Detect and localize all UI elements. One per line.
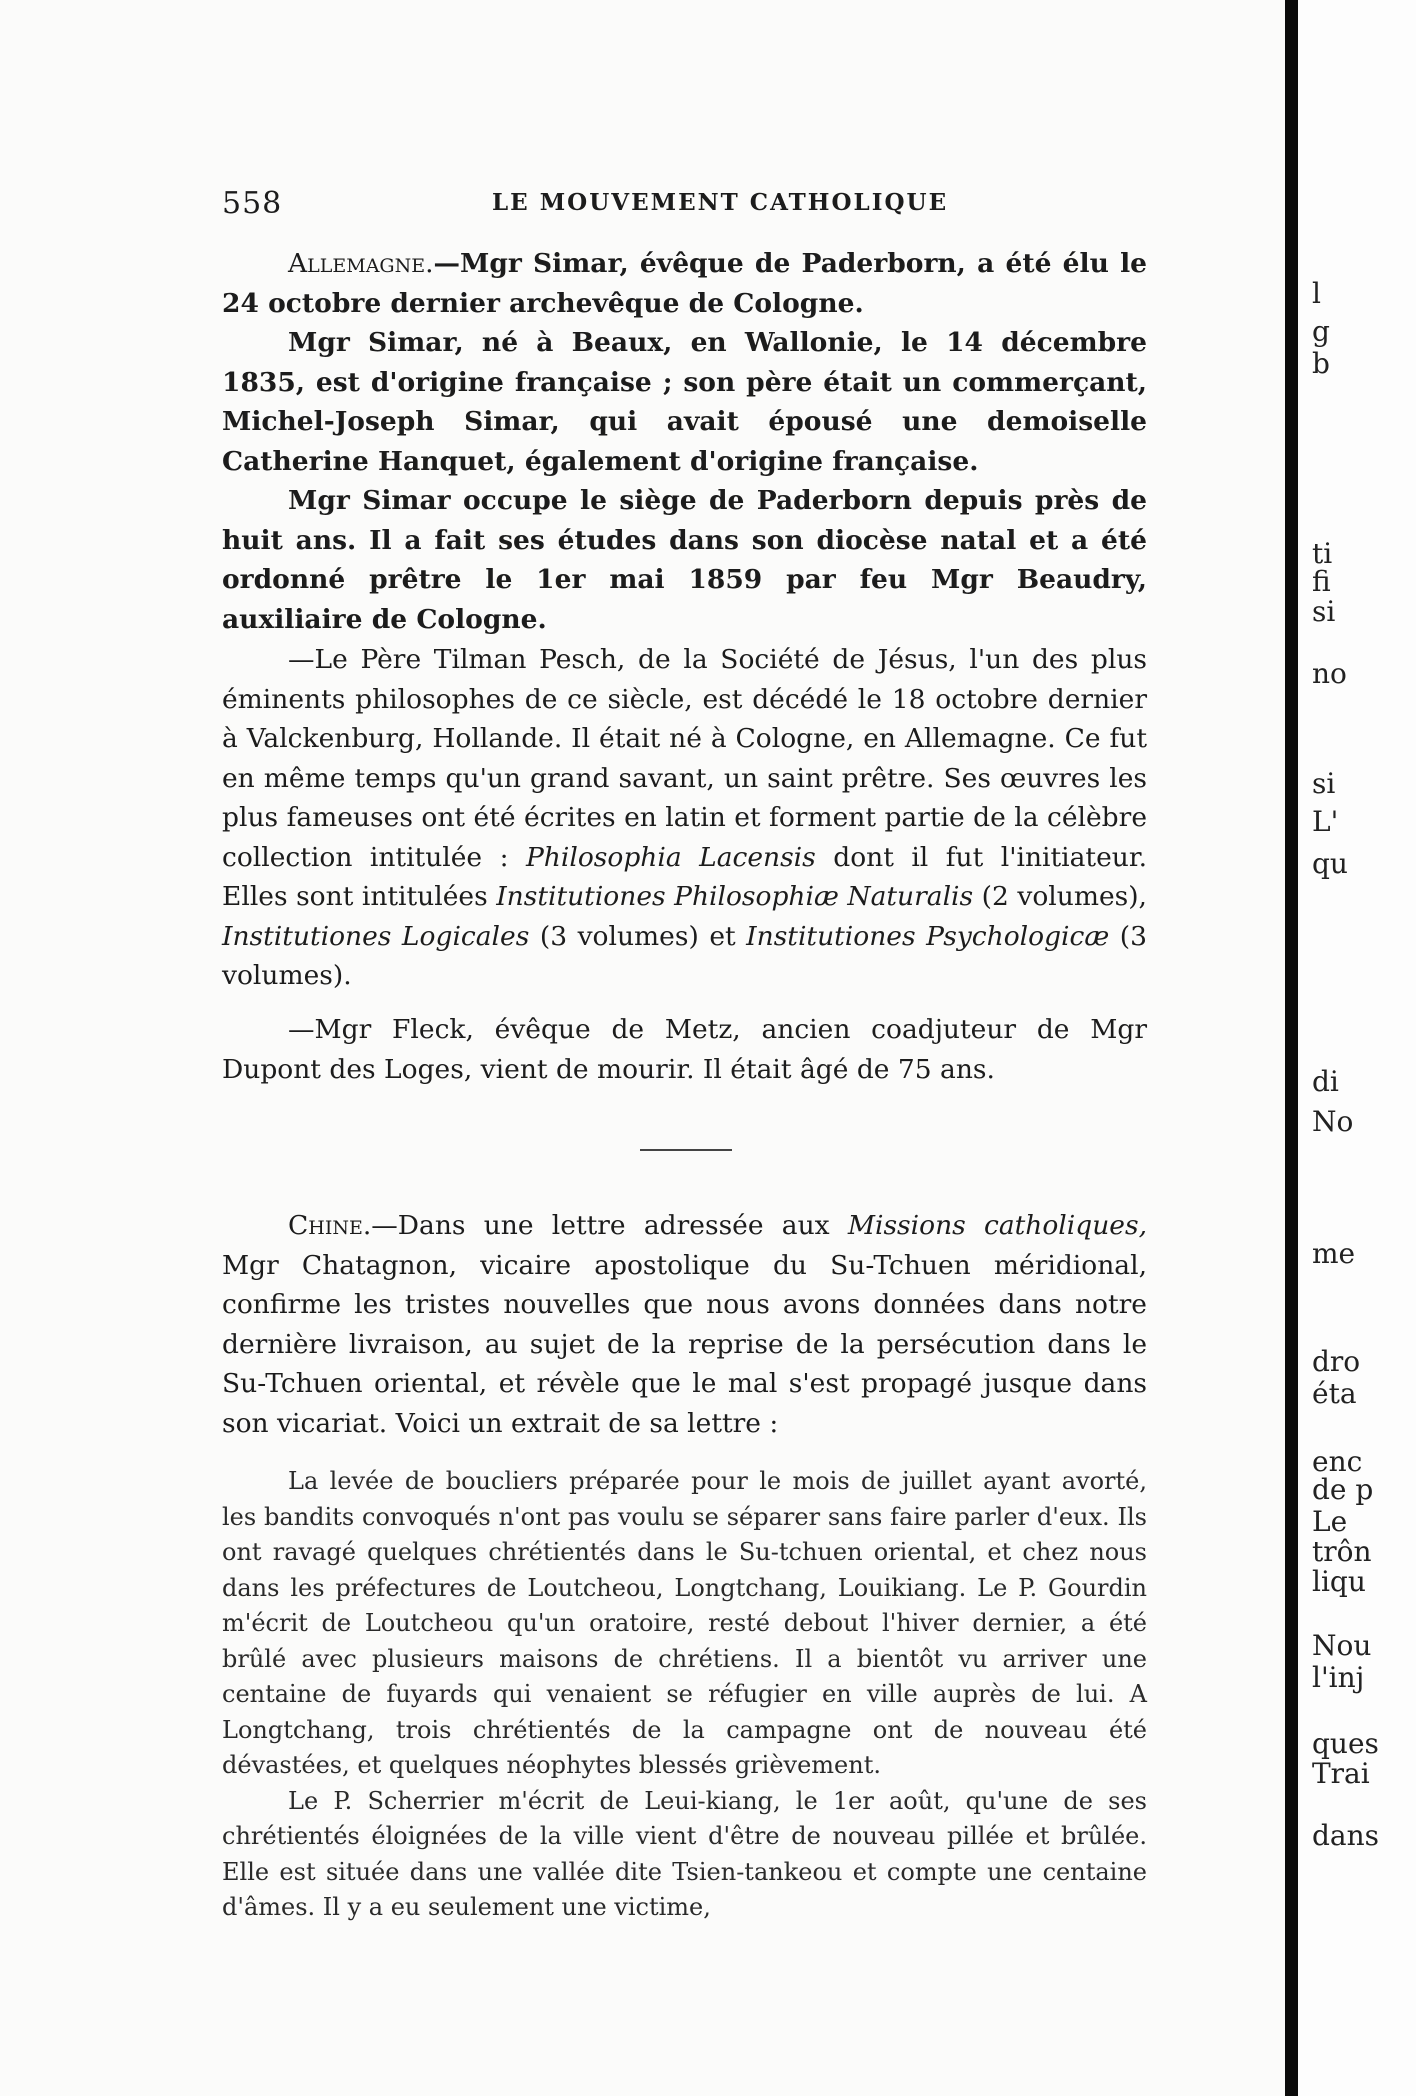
facing-fragment: Trai <box>1312 1757 1370 1790</box>
facing-fragment: g <box>1312 315 1330 348</box>
publication-title: Missions catholiques, <box>847 1210 1147 1241</box>
paragraph-text: —Le Père Tilman Pesch, de la Société de Jésus, l'un des plus éminents philosophes de ce siècle, est décédé le 18 octobre dernier à Valckenburg, Hollande. Il était né à Cologne, en Allemagne. Ce fut en même temps qu'un grand savant, un saint prêtre. Ses œuvres les plus fameuses ont été écrites en latin et forment partie de la célèbre collection intitulée : <box>222 644 1147 873</box>
paragraph-text: Mgr Simar occupe le siège de Paderborn depuis près de huit ans. Il a fait ses études dans son diocèse natal et a été ordonné prêtre le 1er mai 1859 par feu Mgr Beaudry, auxiliaire de Cologne. <box>222 485 1147 635</box>
facing-fragment: Nou <box>1312 1629 1372 1662</box>
section-label: Allemagne. <box>288 248 434 279</box>
facing-fragment: si <box>1312 595 1336 628</box>
facing-fragment: éta <box>1312 1377 1357 1410</box>
page-number: 558 <box>222 186 283 221</box>
facing-fragment: dans <box>1312 1819 1380 1852</box>
facing-fragment: b <box>1312 347 1330 380</box>
facing-fragment: de p <box>1312 1473 1374 1506</box>
paragraph-text: (2 volumes), <box>973 881 1147 912</box>
work-title: Institutiones Psychologicæ <box>746 920 1110 952</box>
paragraph <box>222 481 1147 639</box>
facing-fragment: me <box>1312 1237 1356 1270</box>
facing-fragment: ti <box>1312 537 1333 570</box>
facing-fragment: liqu <box>1312 1565 1366 1598</box>
facing-fragment: enc <box>1312 1445 1363 1478</box>
facing-fragment: l'inj <box>1312 1661 1365 1694</box>
paragraph-text: Mgr Chatagnon, vicaire apostolique du Su-Tchuen méridional, confirme les tristes nouvelles que nous avons données dans notre dernière livraison, au sujet de la reprise de la persécution dans le Su-Tchuen oriental, et révèle que le mal s'est propagé jusque dans son vicariat. Voici un extrait de sa lettre : <box>222 1249 1147 1439</box>
paragraph <box>222 244 1147 323</box>
facing-fragment: di <box>1312 1065 1339 1098</box>
facing-fragment: fi <box>1312 565 1331 598</box>
section-chine <box>222 1206 1147 1443</box>
notice-pesch <box>222 640 1147 996</box>
paragraph <box>222 640 1147 996</box>
quoted-paragraph: Le P. Scherrier m'écrit de Leui-kiang, le 1er août, qu'une de ses chrétientés éloignées de la ville vient d'être de nouveau pillée et brûlée. Elle est située dans une vallée dite Tsien-tankeou et compte une centaine d'âmes. Il y a eu seulement une victime, <box>222 1786 1147 1921</box>
section-allemagne <box>222 244 1147 639</box>
paragraph-text: (3 volumes). <box>222 920 1148 991</box>
facing-page-edge <box>1298 0 1416 2096</box>
paragraph-text: dont il fut l'initiateur. Elles sont intitulées <box>222 841 1148 912</box>
paragraph: —Mgr Fleck, évêque de Metz, ancien coadjuteur de Mgr Dupont des Loges, vient de mourir. Il était âgé de 75 ans. <box>222 1014 1147 1085</box>
work-title: Institutiones Philosophiæ Naturalis <box>496 881 974 912</box>
facing-fragment: trôn <box>1312 1535 1372 1568</box>
section-divider <box>640 1149 732 1151</box>
facing-fragment: ques <box>1312 1727 1379 1760</box>
work-title: Institutiones Logicales <box>222 920 530 952</box>
facing-fragment: Le <box>1312 1505 1348 1538</box>
facing-fragment: dro <box>1312 1345 1361 1378</box>
facing-fragment: No <box>1312 1105 1354 1138</box>
collection-title: Philosophia Lacensis <box>525 841 816 873</box>
facing-fragment: qu <box>1312 847 1348 880</box>
page-header <box>222 186 1147 220</box>
paragraph <box>222 1206 1147 1443</box>
facing-fragment: L' <box>1312 805 1339 838</box>
paragraph-text: —Mgr Simar, évêque de Paderborn, a été élu le 24 octobre dernier archevêque de Cologne. <box>222 248 1147 319</box>
book-gutter <box>1285 0 1298 2096</box>
running-title: LE MOUVEMENT CATHOLIQUE <box>492 189 949 216</box>
facing-fragment: si <box>1312 767 1336 800</box>
paragraph-text: (3 volumes) et <box>529 920 747 952</box>
quoted-paragraph: La levée de boucliers préparée pour le mois de juillet ayant avorté, les bandits convoqués n'ont pas voulu se séparer sans faire parler d'eux. Ils ont ravagé quelques chrétientés dans le Su-tchuen oriental, et chez nous dans les préfectures de Loutcheou, Longtchang, Louikiang. Le P. Gourdin m'écrit de Loutcheou qu'un oratoire, resté debout l'hiver dernier, a été brûlé avec plusieurs maisons de chrétiens. Il a bientôt vu arriver une centaine de fuyards qui venaient se réfugier en ville auprès de lui. A Longtchang, trois chrétientés de la campagne ont de nouveau été dévastées, et quelques néophytes blessés grièvement. <box>222 1467 1147 1779</box>
section-label: Chine. <box>288 1210 372 1241</box>
paragraph-text: —Dans une lettre adressée aux <box>371 1210 848 1241</box>
paragraph <box>222 323 1147 481</box>
facing-fragment: l <box>1312 277 1321 310</box>
notice-fleck <box>222 1010 1147 1089</box>
facing-fragment: no <box>1312 657 1347 690</box>
letter-extract <box>222 1464 1147 1926</box>
paragraph-text: Mgr Simar, né à Beaux, en Wallonie, le 14 décembre 1835, est d'origine française ; son père était un commerçant, Michel-Joseph Simar, qui avait épousé une demoiselle Catherine Hanquet, également d'origine française. <box>222 327 1147 477</box>
